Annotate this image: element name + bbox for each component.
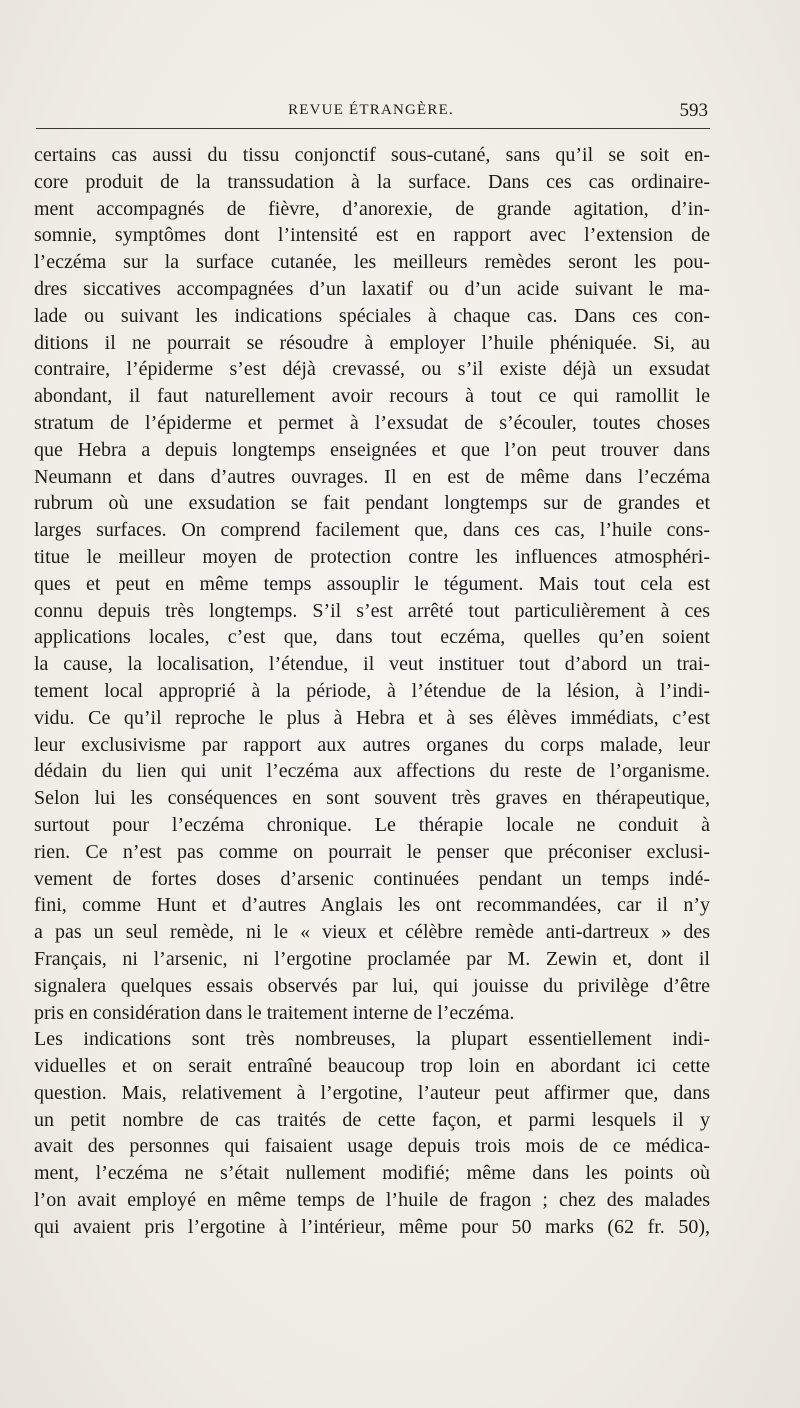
text-line: vidu. Ce qu’il reproche le plus à Hebra et à ses élèves immédiats, c’est [34,706,710,729]
text-line: Neumann et dans d’autres ouvrages. Il en est de même dans l’eczéma [34,465,710,488]
text-line: un petit nombre de cas traités de cette façon, et parmi lesquels il y [34,1108,710,1131]
text-line: somnie, symptômes dont l’intensité est en rapport avec l’extension de [34,224,710,247]
text-line: certains cas aussi du tissu conjonctif sous-cutané, sans qu’il se soit en- [34,144,710,166]
text-line: rien. Ce n’est pas comme on pourrait le penser que préconiser exclusi- [34,840,710,863]
running-head [34,100,708,124]
text-line: rubrum où une exsudation se fait pendant longtemps sur de grandes et [34,492,710,515]
text-line: a pas un seul remède, ni le « vieux et célèbre remède anti-dartreux » des [34,921,710,944]
text-line: dédain du lien qui unit l’eczéma aux affections du reste de l’organisme. [34,760,710,783]
text-line: applications locales, c’est que, dans tout eczéma, quelles qu’en soient [34,626,710,649]
text-line: core produit de la transsudation à la surface. Dans ces cas ordinaire- [34,170,710,193]
text-line: larges surfaces. On comprend facilement que, dans ces cas, l’huile cons- [34,519,710,542]
text-line: viduelles et on serait entraîné beaucoup trop loin en abordant ici cette [34,1055,710,1078]
text-line: lade ou suivant les indications spéciales à chaque cas. Dans ces con- [34,304,710,327]
text-line: question. Mais, relativement à l’ergotine, l’auteur peut affirmer que, dans [34,1081,710,1104]
text-line: ment accompagnés de fièvre, d’anorexie, de grande agitation, d’in- [34,197,710,220]
text-line: avait des personnes qui faisaient usage depuis trois mois de ce médica- [34,1135,710,1158]
text-line: titue le meilleur moyen de protection contre les influences atmosphéri- [34,545,710,568]
text-line: fini, comme Hunt et d’autres Anglais les ont recommandées, car il n’y [34,894,710,917]
text-line: qui avaient pris l’ergotine à l’intérieur, même pour 50 marks (62 fr. 50), [34,1215,710,1238]
text-line: l’on avait employé en même temps de l’huile de fragon ; chez des malades [34,1189,710,1212]
text-line: pris en considération dans le traitement interne de l’eczéma. [34,1001,515,1024]
text-line: ditions il ne pourrait se résoudre à employer l’huile phéniquée. Si, au [34,331,710,354]
text-line: Selon lui les conséquences en sont souvent très graves en thérapeutique, [34,787,710,810]
body-text [34,142,710,1241]
text-line: ques et peut en même temps assouplir le tégument. Mais tout cela est [34,572,710,595]
text-line: Les indications sont très nombreuses, la plupart essentiellement indi- [34,1028,710,1051]
text-line: connu depuis très longtemps. S’il s’est arrêté tout particulièrement à ces [34,599,710,622]
text-line: surtout pour l’eczéma chronique. Le thérapie locale ne conduit à [34,813,710,836]
text-line: tement local approprié à la période, à l’étendue de la lésion, à l’indi- [34,679,710,702]
text-line: leur exclusivisme par rapport aux autres organes du corps malade, leur [34,733,710,756]
text-line: abondant, il faut naturellement avoir recours à tout ce qui ramollit le [34,385,710,408]
text-line: la cause, la localisation, l’étendue, il veut instituer tout d’abord un trai- [34,653,710,676]
text-line: dres siccatives accompagnées d’un laxatif ou d’un acide suivant le ma- [34,277,710,300]
text-line: stratum de l’épiderme et permet à l’exsudat de s’écouler, toutes choses [34,411,710,434]
running-title: REVUE ÉTRANGÈRE. [288,102,454,118]
text-line: l’eczéma sur la surface cutanée, les meilleurs remèdes seront les pou- [34,251,710,274]
header-rule [36,128,710,129]
page-number: 593 [679,100,708,121]
text-line: contraire, l’épiderme s’est déjà crevassé, ou s’il existe déjà un exsudat [34,358,710,381]
text-line: vement de fortes doses d’arsenic continuées pendant un temps indé- [34,867,710,890]
text-line: que Hebra a depuis longtemps enseignées et que l’on peut trouver dans [34,438,710,461]
text-line: signalera quelques essais observés par lui, qui jouisse du privilège d’être [34,974,710,997]
text-line: ment, l’eczéma ne s’était nullement modifié; même dans les points où [34,1162,710,1185]
text-line: Français, ni l’arsenic, ni l’ergotine proclamée par M. Zewin et, dont il [34,947,710,970]
